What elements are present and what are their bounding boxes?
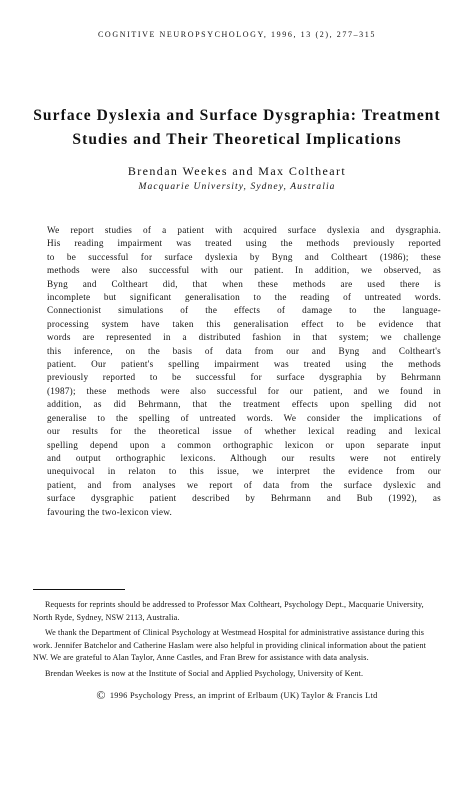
footnote-divider (33, 589, 125, 590)
footnote-reprints: Requests for reprints should be addressed to Professor Max Coltheart, Psychology Dept., Macquarie University, North Ryde, Sydney, NSW 2113, Australia. (33, 600, 424, 622)
abstract-line: our results for the theoretical issue of whether lexical reading and lexical (47, 426, 441, 437)
abstract-line: this inference, on the basis of data from our and Byng and Coltheart's (47, 345, 441, 356)
abstract-line: favouring the two-lexicon view. (47, 506, 173, 517)
abstract-line: unequivocal in relaton to this issue, we interpret the evidence from our (47, 466, 441, 477)
abstract-line: patient, and from analyses we report of data from the surface dyslexic and (47, 479, 441, 490)
abstract-line: and output orthographic lexicons. Although our results were not entirely (47, 452, 441, 463)
title-line-2: Studies and Their Theoretical Implications (72, 131, 402, 148)
abstract-line: patient. Our patient's spelling impairment was treated using the methods (47, 359, 441, 370)
author-affiliation: Macquarie University, Sydney, Australia (138, 182, 336, 192)
abstract-line: spelling depend upon a common orthographic lexicon or upon separate input (47, 439, 441, 450)
abstract-line: His reading impairment was treated using the methods previously reported (47, 238, 441, 249)
abstract-line: addition, as did Behrmann, that the treatment effects upon spelling did not (47, 399, 441, 410)
abstract-line: generalise to the spelling of untreated words. We consider the implications of (47, 412, 441, 423)
copyright-notice (0, 688, 474, 703)
abstract-line: words are represented in a distributed fashion in that system; we challenge (47, 332, 441, 343)
article-title (20, 104, 454, 152)
abstract-line: incomplete but significant generalisation to the reading of untreated words. (47, 292, 441, 303)
abstract-line: Connectionist simulations of the effects of damage to the language- (47, 305, 441, 316)
footnote-acknowledgements: We thank the Department of Clinical Psychology at Westmead Hospital for administrative assistance during this work. Jennifer Batchelor and Catherine Haslam were also helpful in providing clinical information about the patient NW. We are grateful to Alan Taylor, Anne Castles, and Fran Brew for assistance with data analysis. (33, 628, 427, 663)
footnote-author-affiliation: Brendan Weekes is now at the Institute of Social and Applied Psychology, University of Kent. (45, 668, 364, 678)
title-line-1: Surface Dyslexia and Surface Dysgraphia: Treatment (33, 107, 441, 124)
abstract-line: to be successful for surface dyslexia by Byng and Coltheart (1986); these (47, 251, 441, 262)
copyright-icon: © (96, 688, 106, 702)
footnotes (33, 599, 441, 684)
abstract-line: methods were also successful with our patient. In addition, we observed, as (47, 265, 441, 276)
journal-header: COGNITIVE NEUROPSYCHOLOGY, 1996, 13 (2), 277–315 (98, 30, 376, 39)
abstract-line: (1987); these methods were also successful for our patient, and we found in (47, 385, 441, 396)
abstract (47, 224, 441, 519)
abstract-line: processing system have taken this generalisation effect to be evidence that (47, 318, 441, 329)
abstract-line: surface dysgraphic patient described by Behrmann and Bub (1992), as (47, 493, 441, 504)
copyright-text: 1996 Psychology Press, an imprint of Erlbaum (UK) Taylor & Francis Ltd (109, 691, 378, 700)
abstract-line: We report studies of a patient with acquired surface dyslexia and dysgraphia. (47, 225, 441, 235)
abstract-line: previously reported to be successful for surface dysgraphia by Behrmann (47, 372, 441, 383)
abstract-line: Byng and Coltheart did, that when these methods are used there is (47, 278, 441, 289)
author-names: Brendan Weekes and Max Coltheart (127, 164, 347, 178)
